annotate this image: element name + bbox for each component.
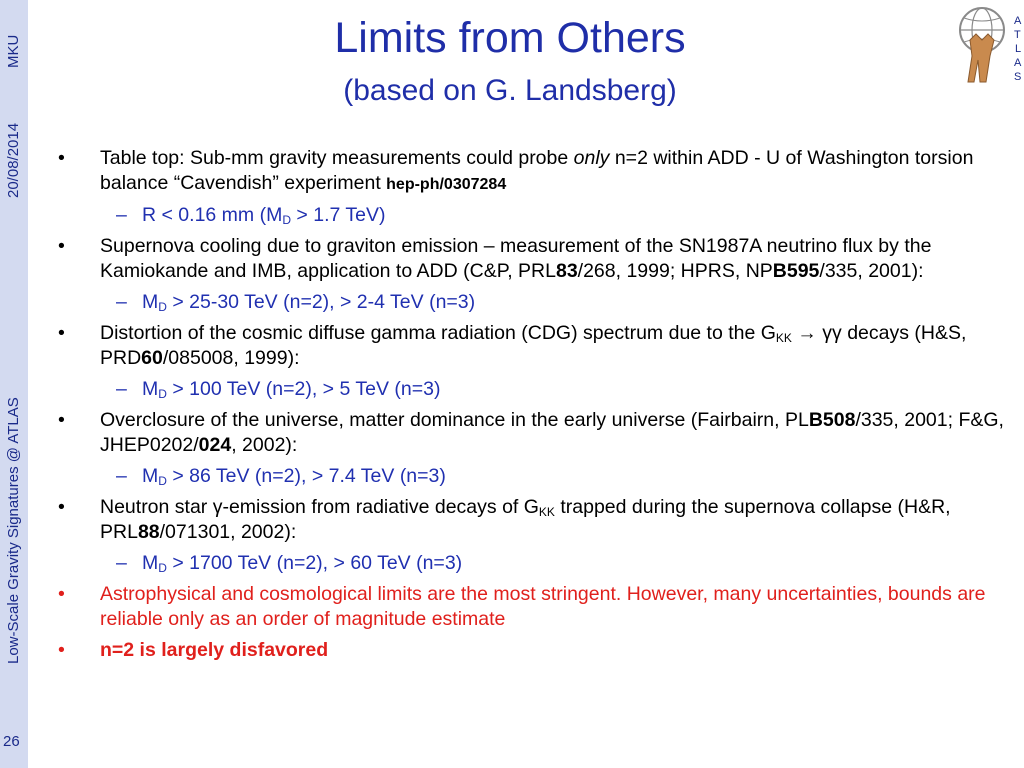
sub-bullet-marker: – (116, 204, 127, 226)
subscript: D (158, 474, 167, 488)
bullet-text: /085008, 1999): (162, 347, 300, 369)
bullet-marker: • (58, 639, 65, 661)
limit-text: > 100 TeV (n=2), > 5 TeV (n=3) (166, 378, 441, 400)
bullet-text: Neutron star γ-emission from radiative decays of G (100, 496, 539, 518)
bold-ref: 88 (137, 521, 160, 543)
sub-bullet-marker: – (116, 378, 127, 400)
limit-text: M (142, 465, 159, 487)
logo-letter: A (1014, 57, 1022, 69)
bold-ref: B508 (808, 409, 856, 431)
bullet-supernova (58, 234, 1008, 284)
subscript: KK (775, 331, 792, 345)
limit-text: > 1.7 TeV) (291, 204, 386, 226)
limit-text: > 25-30 TeV (n=2), > 2-4 TeV (n=3) (166, 291, 476, 313)
limit-text: M (142, 552, 159, 574)
sub-bullet-marker: – (116, 552, 127, 574)
atlas-logo (952, 4, 1022, 86)
sub-bullet-supernova-limit (58, 290, 1008, 315)
bullet-emphasis: only (573, 147, 610, 169)
bullet-text: /335, 2001; F&G, JHEP0202/ (100, 409, 1004, 456)
sub-bullet-overclosure-limit (58, 464, 1008, 489)
bold-ref: 60 (141, 347, 163, 369)
bullet-marker: • (58, 147, 65, 169)
subscript: D (158, 561, 167, 575)
logo-letter: S (1014, 71, 1022, 83)
bullet-conclusion (58, 582, 1008, 632)
bullet-text: /335, 2001): (819, 260, 924, 282)
subscript: D (158, 387, 167, 401)
bullet-n2-disfavored (58, 638, 1008, 663)
sidebar-band (0, 0, 28, 768)
bullet-marker: • (58, 322, 65, 344)
bullet-marker: • (58, 409, 65, 431)
author-label: MKU (5, 34, 22, 68)
logo-letter: A (1014, 15, 1022, 27)
subscript: KK (538, 505, 555, 519)
bullet-text: /071301, 2002): (159, 521, 297, 543)
page-number: 26 (3, 733, 20, 750)
sub-bullet-marker: – (116, 291, 127, 313)
subscript: D (158, 300, 167, 314)
bold-ref: 024 (198, 434, 232, 456)
bullet-marker: • (58, 496, 65, 518)
limit-text: R < 0.16 mm (M (142, 204, 283, 226)
bullet-text: Distortion of the cosmic diffuse gamma radiation (CDG) spectrum due to the G (100, 322, 776, 344)
bullet-text: n=2 within ADD - U of Washington torsion balance “Cavendish” experiment (100, 147, 974, 194)
slide-title: Limits from Others (334, 14, 686, 62)
bullet-text: , 2002): (231, 434, 298, 456)
limit-text: M (142, 291, 159, 313)
subscript: D (282, 213, 291, 227)
bullet-text: trapped during the supernova collapse (H&R, PRL (100, 496, 951, 543)
conclusion-text: Astrophysical and cosmological limits are the most stringent. However, many uncertainties, bounds are reliable only as an order of magnitude estimate (100, 583, 986, 630)
sub-bullet-neutron-star-limit (58, 551, 1008, 576)
bullet-marker: • (58, 235, 65, 257)
reference-label: hep-ph/0307284 (386, 176, 507, 193)
limit-text: M (142, 378, 159, 400)
date-label: 20/08/2014 (5, 122, 22, 198)
slide-subtitle: (based on G. Landsberg) (343, 74, 677, 107)
bold-ref: B595 (772, 260, 820, 282)
bullet-overclosure (58, 408, 1008, 458)
bullet-text: Overclosure of the universe, matter dominance in the early universe (Fairbairn, PL (100, 409, 809, 431)
bullet-cdg (58, 321, 1008, 371)
logo-letter: T (1014, 29, 1021, 41)
bullet-text: → γγ decays (H&S, PRD (100, 322, 967, 369)
bullet-marker: • (58, 583, 65, 605)
slide-body (58, 146, 1008, 669)
bullet-text: Table top: Sub-mm gravity measurements could probe (100, 147, 574, 169)
bullet-text: /268, 1999; HPRS, NP (577, 260, 773, 282)
sub-bullet-marker: – (116, 465, 127, 487)
sub-bullet-cdg-limit (58, 377, 1008, 402)
bold-ref: 83 (555, 260, 578, 282)
limit-text: > 86 TeV (n=2), > 7.4 TeV (n=3) (166, 465, 446, 487)
bullet-table-top (58, 146, 1008, 197)
bullet-neutron-star (58, 495, 1008, 545)
conclusion-bold-text: n=2 is largely disfavored (100, 639, 329, 661)
footer-label: Low-Scale Gravity Signatures @ ATLAS (5, 397, 22, 664)
logo-letter: L (1015, 43, 1022, 55)
atlas-figure-icon (960, 8, 1004, 82)
bullet-text: Supernova cooling due to graviton emission – measurement of the SN1987A neutrino flux by the Kamiokande and IMB, application to ADD (C&P, PRL (100, 235, 932, 282)
sub-bullet-table-top-limit (58, 203, 1008, 228)
limit-text: > 1700 TeV (n=2), > 60 TeV (n=3) (166, 552, 463, 574)
